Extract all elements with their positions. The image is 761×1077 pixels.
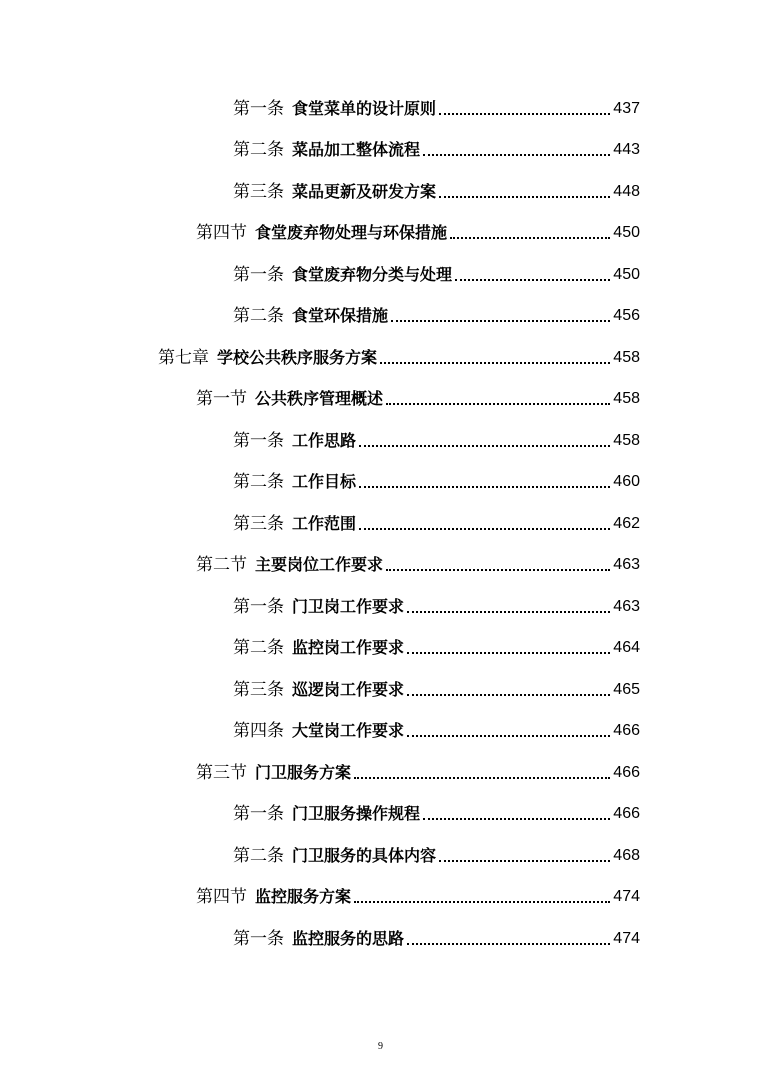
toc-entry-page-number: 458: [613, 390, 640, 408]
toc-entry-page-number: 466: [613, 805, 640, 823]
toc-entry[interactable]: [0, 88, 761, 130]
dot-leader: [407, 721, 610, 737]
toc-entry-prefix: 第二节: [196, 555, 247, 575]
toc-entry-prefix: 第三条: [233, 181, 284, 201]
toc-entry-prefix: 第一条: [233, 596, 284, 616]
toc-entry-page-number: 466: [613, 722, 640, 740]
toc-entry[interactable]: [0, 877, 761, 919]
toc-entry-title: 大堂岗工作要求: [292, 721, 405, 741]
dot-leader: [423, 804, 610, 820]
toc-entry-prefix: 第一条: [233, 430, 284, 450]
dot-leader: [407, 597, 610, 613]
toc-entry-prefix: 第一条: [233, 804, 284, 824]
toc-entry-page-number: 463: [613, 597, 640, 615]
toc-entry-page-number: 458: [613, 431, 640, 449]
toc-entry[interactable]: [0, 254, 761, 296]
toc-entry-prefix: 第二条: [233, 306, 284, 326]
toc-entry-page-number: 458: [613, 348, 640, 366]
toc-entry-title: 工作目标: [292, 472, 357, 492]
toc-entry-prefix: 第二条: [233, 638, 284, 658]
toc-entry[interactable]: [0, 462, 761, 504]
toc-entry-title: 工作思路: [292, 430, 357, 450]
toc-entry-page-number: 465: [613, 680, 640, 698]
dot-leader: [359, 472, 610, 488]
toc-entry-prefix: 第三条: [233, 679, 284, 699]
toc-entry-title: 门卫岗工作要求: [292, 596, 405, 616]
toc-entry-prefix: 第三节: [196, 762, 247, 782]
dot-leader: [423, 140, 610, 156]
toc-entry-title: 监控服务的思路: [292, 928, 405, 948]
toc-entry[interactable]: [0, 918, 761, 960]
dot-leader: [386, 389, 610, 405]
toc-entry[interactable]: [0, 420, 761, 462]
toc-entry-page-number: 460: [613, 473, 640, 491]
toc-entry-title: 监控岗工作要求: [292, 638, 405, 658]
toc-entry-page-number: 450: [613, 265, 640, 283]
dot-leader: [450, 223, 610, 239]
dot-leader: [455, 265, 610, 281]
toc-entry-title: 门卫服务的具体内容: [292, 845, 437, 865]
toc-entry[interactable]: [0, 669, 761, 711]
toc-entry-prefix: 第四节: [196, 223, 247, 243]
toc-entry-title: 公共秩序管理概述: [255, 389, 384, 409]
toc-entry-title: 学校公共秩序服务方案: [217, 347, 378, 367]
toc-entry[interactable]: [0, 794, 761, 836]
toc-entry-prefix: 第二条: [233, 140, 284, 160]
toc-entry[interactable]: [0, 213, 761, 255]
toc-entry-title: 食堂菜单的设计原则: [292, 98, 437, 118]
dot-leader: [407, 638, 610, 654]
toc-entry-prefix: 第二条: [233, 845, 284, 865]
toc-entry[interactable]: [0, 379, 761, 421]
toc-entry-title: 食堂废弃物处理与环保措施: [255, 223, 448, 243]
toc-entry-page-number: 474: [613, 929, 640, 947]
toc-entry-page-number: 468: [613, 846, 640, 864]
toc-entry-page-number: 462: [613, 514, 640, 532]
toc-entry-prefix: 第二条: [233, 472, 284, 492]
dot-leader: [391, 306, 610, 322]
toc-entry[interactable]: [0, 545, 761, 587]
toc-entry-prefix: 第三条: [233, 513, 284, 533]
dot-leader: [439, 99, 610, 115]
dot-leader: [354, 887, 610, 903]
dot-leader: [354, 763, 610, 779]
toc-entry[interactable]: [0, 835, 761, 877]
toc-entry[interactable]: [0, 752, 761, 794]
toc-entry[interactable]: [0, 337, 761, 379]
toc-entry-page-number: 463: [613, 556, 640, 574]
toc-entry-title: 门卫服务方案: [255, 762, 352, 782]
dot-leader: [380, 348, 610, 364]
toc-entry-page-number: 474: [613, 888, 640, 906]
page-number: 9: [378, 1041, 383, 1052]
toc-entry-title: 工作范围: [292, 513, 357, 533]
toc-entry-title: 菜品更新及研发方案: [292, 181, 437, 201]
toc-entry-title: 巡逻岗工作要求: [292, 679, 405, 699]
toc-entry-prefix: 第一条: [233, 928, 284, 948]
toc-entry-title: 菜品加工整体流程: [292, 140, 421, 160]
toc-entry-page-number: 448: [613, 182, 640, 200]
dot-leader: [407, 680, 610, 696]
table-of-contents: [0, 88, 761, 960]
toc-entry-page-number: 466: [613, 763, 640, 781]
toc-entry-title: 监控服务方案: [255, 887, 352, 907]
toc-entry-page-number: 450: [613, 224, 640, 242]
toc-entry[interactable]: [0, 130, 761, 172]
toc-entry-prefix: 第四节: [196, 887, 247, 907]
toc-entry-page-number: 464: [613, 639, 640, 657]
toc-entry-title: 主要岗位工作要求: [255, 555, 384, 575]
toc-entry-prefix: 第一节: [196, 389, 247, 409]
dot-leader: [386, 555, 610, 571]
toc-entry[interactable]: [0, 711, 761, 753]
toc-entry-title: 食堂废弃物分类与处理: [292, 264, 453, 284]
toc-entry-page-number: 443: [613, 141, 640, 159]
toc-entry-page-number: 456: [613, 307, 640, 325]
dot-leader: [359, 431, 610, 447]
toc-entry-prefix: 第一条: [233, 98, 284, 118]
toc-entry[interactable]: [0, 628, 761, 670]
toc-entry-prefix: 第四条: [233, 721, 284, 741]
dot-leader: [359, 514, 610, 530]
toc-entry[interactable]: [0, 296, 761, 338]
toc-entry-prefix: 第一条: [233, 264, 284, 284]
dot-leader: [439, 182, 610, 198]
toc-entry-title: 门卫服务操作规程: [292, 804, 421, 824]
toc-entry[interactable]: [0, 503, 761, 545]
toc-entry[interactable]: [0, 171, 761, 213]
dot-leader: [439, 846, 610, 862]
toc-entry-prefix: 第七章: [158, 347, 209, 367]
dot-leader: [407, 929, 610, 945]
toc-entry-page-number: 437: [613, 99, 640, 117]
toc-entry-title: 食堂环保措施: [292, 306, 389, 326]
toc-entry[interactable]: [0, 586, 761, 628]
